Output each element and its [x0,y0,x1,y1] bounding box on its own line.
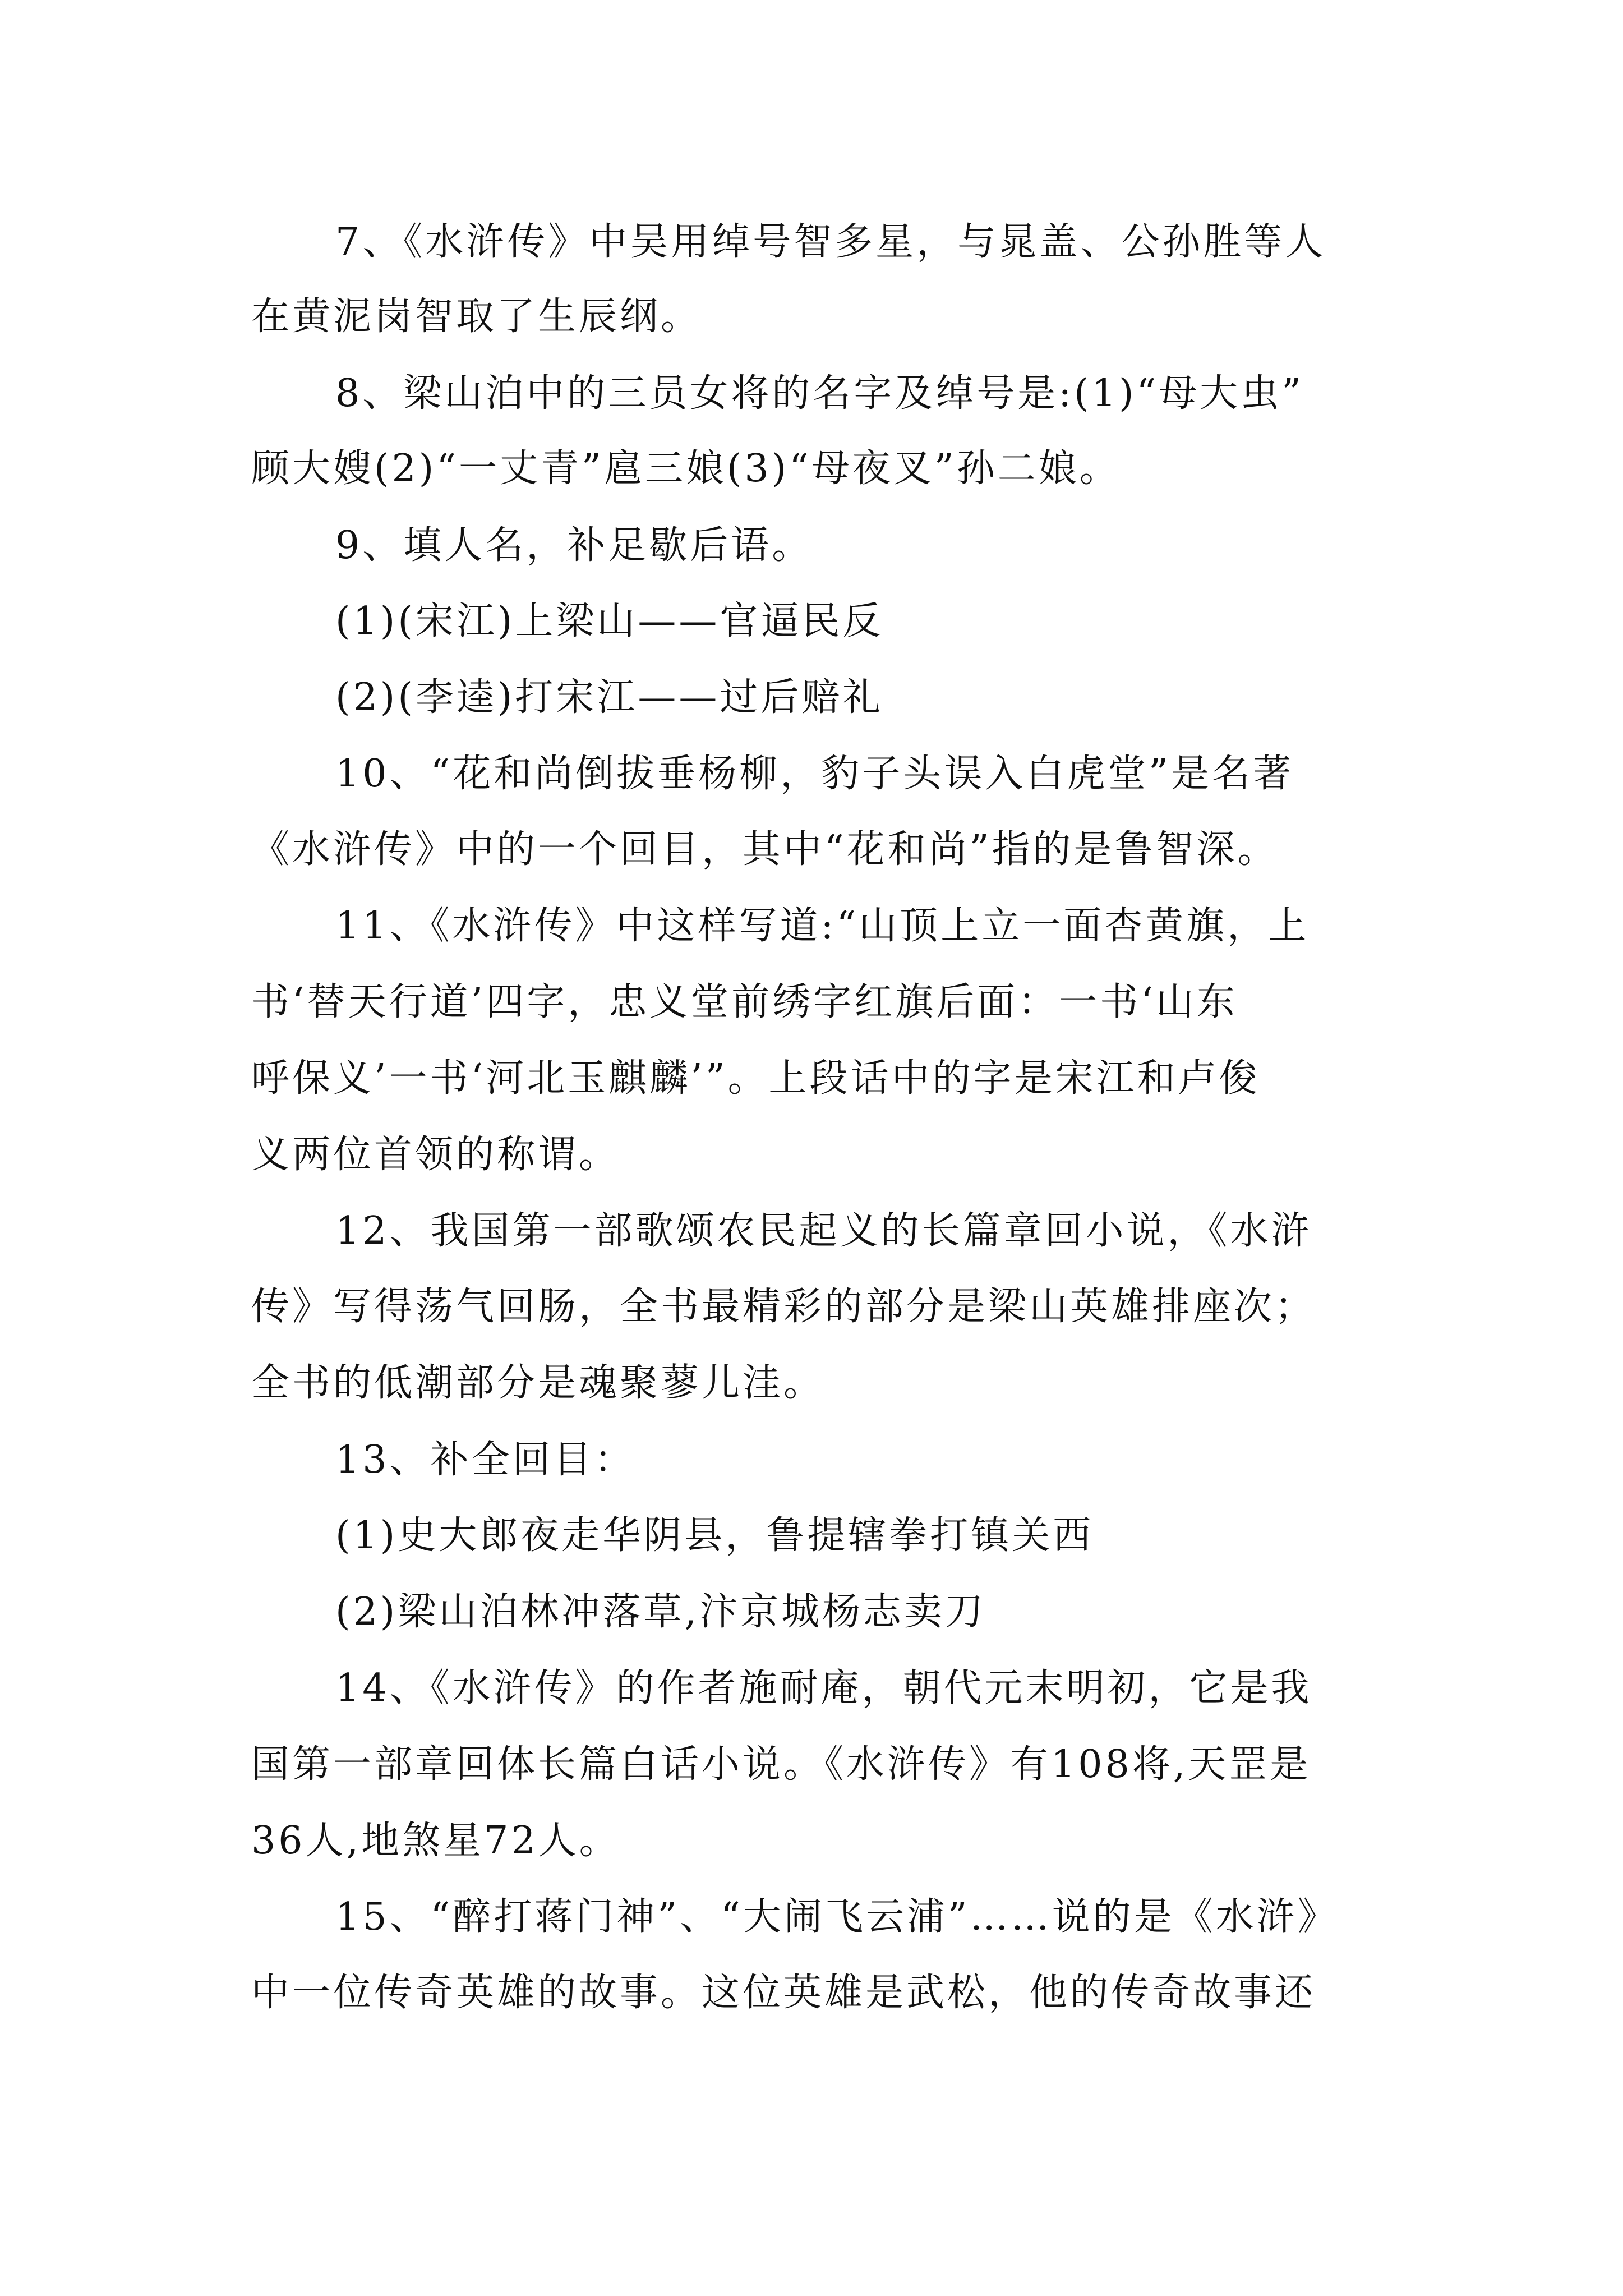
text-line: 义两位首领的称谓。 [251,1133,620,1177]
text-line: (2)(李逵)打宋江——过后赔礼 [335,675,884,720]
text-line: 11、《水浒传》中这样写道:“山顶上立一面杏黄旗，上 [335,904,1310,948]
text-line: 12、我国第一部歌颂农民起义的长篇章回小说，《水浒 [335,1209,1312,1253]
text-line: 14、《水浒传》的作者施耐庵，朝代元末明初，它是我 [335,1666,1312,1710]
text-line: 《水浒传》中的一个回目，其中“花和尚”指的是鲁智深。 [251,827,1279,872]
text-line: 7、《水浒传》中吴用绰号智多星，与晁盖、公孙胜等人 [335,220,1326,264]
text-line: (1)史大郎夜走华阴县，鲁提辖拳打镇关西 [335,1513,1094,1558]
text-line: 在黄泥岗智取了生辰纲。 [251,295,702,339]
text-line: 13、补全回目： [335,1438,635,1482]
text-line: 15、“醉打蒋门神”、“大闹飞云浦”……说的是《水浒》 [335,1895,1339,1939]
text-line: 国第一部章回体长篇白话小说。《水浒传》有108将,天罡是 [251,1742,1311,1787]
text-line: 9、填人名，补足歇后语。 [335,523,813,568]
text-line: 呼保义’一书‘河北玉麒麟’”。上段话中的字是宋江和卢俊 [251,1056,1260,1101]
text-line: 10、“花和尚倒拔垂杨柳，豹子头误入白虎堂”是名著 [335,752,1294,796]
text-line: 中一位传奇英雄的故事。这位英雄是武松，他的传奇故事还 [251,1971,1316,2015]
text-line: 全书的低潮部分是魂聚蓼儿洼。 [251,1361,825,1405]
text-line: 36人,地煞星72人。 [251,1819,620,1863]
text-line: (1)(宋江)上梁山——官逼民反 [335,599,884,643]
text-line: 书‘替天行道’四字，忠义堂前绣字红旗后面：一书‘山东 [251,980,1238,1024]
text-line: 传》写得荡气回肠，全书最精彩的部分是梁山英雄排座次； [251,1285,1316,1329]
text-line: (2)梁山泊林冲落草,汴京城杨志卖刀 [335,1590,986,1634]
text-line: 顾大嫂(2)“一丈青”扈三娘(3)“母夜叉”孙二娘。 [251,447,1121,491]
text-line: 8、梁山泊中的三员女将的名字及绰号是:(1)“母大虫” [335,371,1304,416]
